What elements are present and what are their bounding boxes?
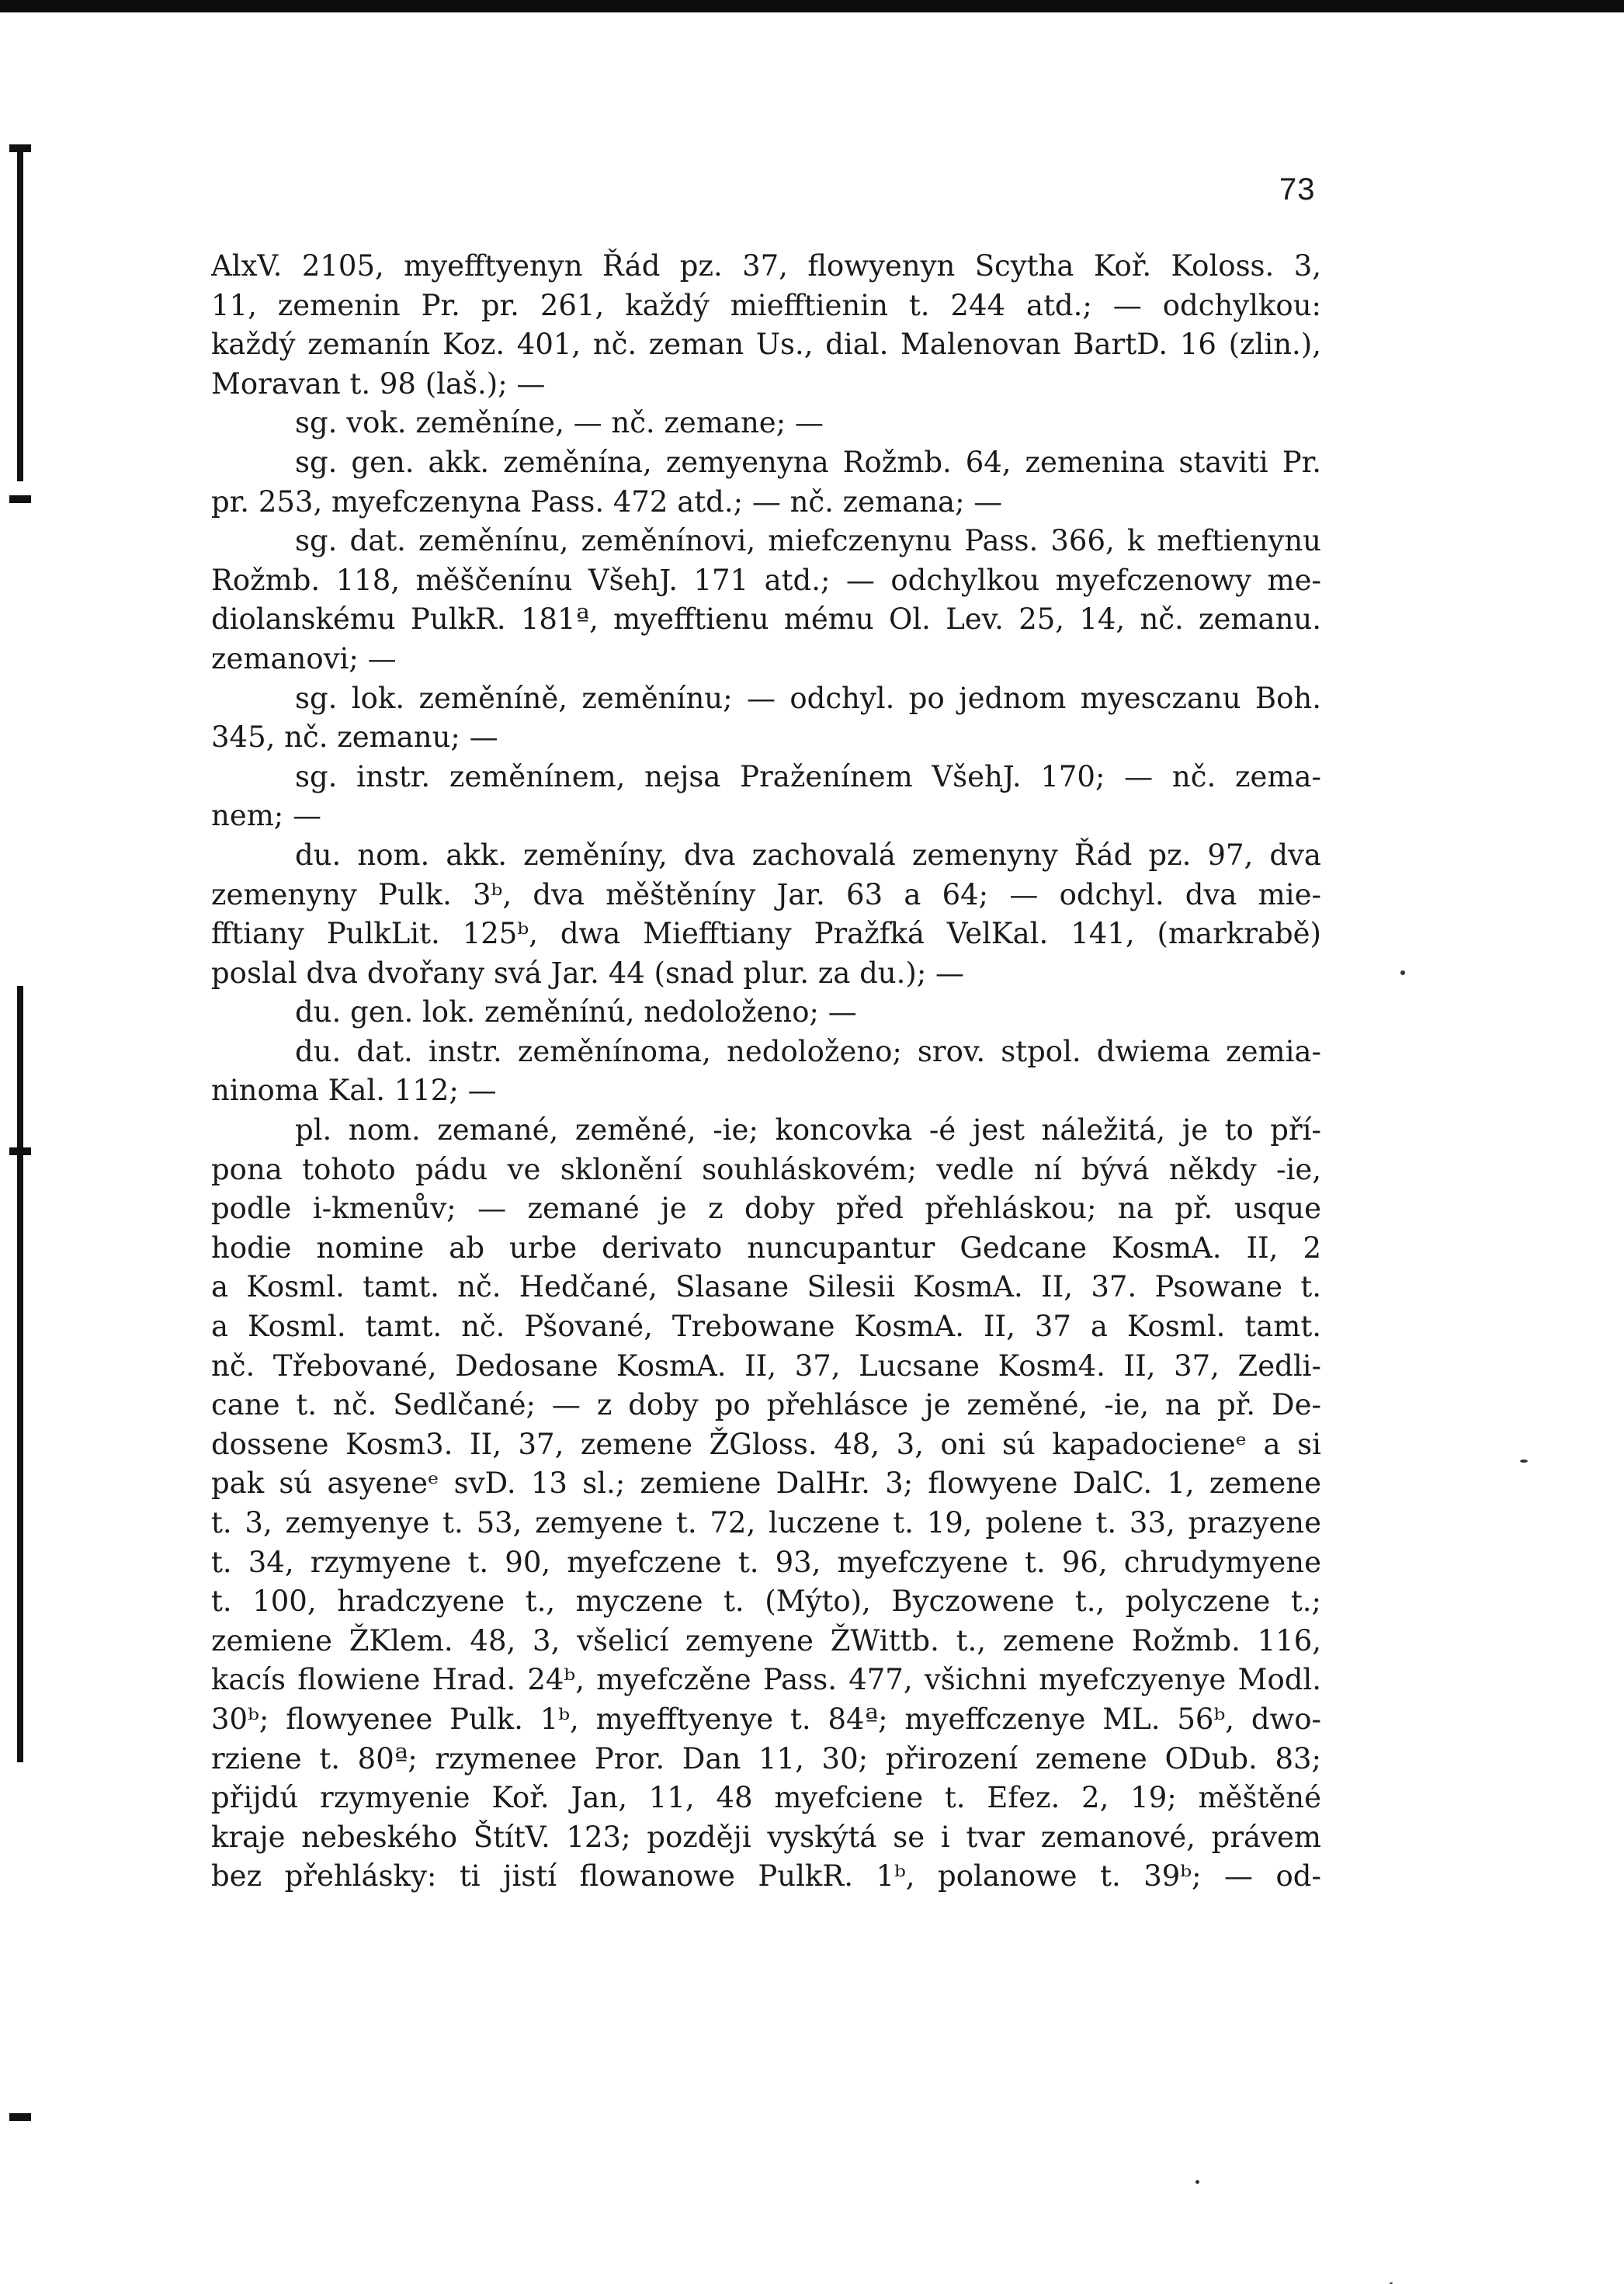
- text-line: každý zemanín Koz. 401, nč. zeman Us., dial. Malenovan BartD. 16 (zlin.),: [211, 328, 1321, 362]
- text-line: sg. vok. zeměníne, — nč. zemane; —: [295, 406, 824, 440]
- text-line: pl. nom. zemané, zeměné, -ie; koncovka -é jest náležitá, je to pří-: [295, 1113, 1321, 1147]
- text-line: sg. instr. zeměnínem, nejsa Praženínem VšehJ. 170; — nč. zema-: [295, 759, 1321, 793]
- text-line: sg. lok. zeměníně, zeměnínu; — odchyl. po jednom myesczanu Boh.: [295, 681, 1321, 715]
- text-line: cane t. nč. Sedlčané; — z doby po přehlásce je zeměné, -ie, na př. De-: [211, 1388, 1321, 1422]
- text-line: hodie nomine ab urbe derivato nuncupantur Gedcane KosmA. II, 2: [211, 1231, 1321, 1265]
- text-line: podle i-kmenův; — zemané je z doby před přehláskou; na př. usque: [211, 1192, 1321, 1226]
- text-line: du. nom. akk. zeměníny, dva zachovalá zemenyny Řád pz. 97, dva: [295, 838, 1321, 872]
- text-line: a Kosml. tamt. nč. Hedčané, Slasane Silesii KosmA. II, 37. Psowane t.: [211, 1270, 1321, 1304]
- text-line: dossene Kosm3. II, 37, zemene ŽGloss. 48, 3, oni sú kapadocieneᵉ a si: [211, 1427, 1321, 1461]
- text-line: AlxV. 2105, myefftyenyn Řád pz. 37, flowyenyn Scytha Koř. Koloss. 3,: [211, 249, 1321, 283]
- scan-speck: [1400, 970, 1405, 975]
- page-number: 73: [1279, 172, 1316, 207]
- text-line: kraje nebeského ŠtítV. 123; později vyskýtá se i tvar zemanové, právem: [211, 1820, 1321, 1854]
- body-text: [211, 247, 1321, 1897]
- text-line: kacís flowiene Hrad. 24ᵇ, myefczěne Pass. 477, všichni myefczyenye Modl.: [211, 1663, 1321, 1697]
- text-line: t. 3, zemyenye t. 53, zemyene t. 72, luczene t. 19, polene t. 33, prazyene: [211, 1506, 1321, 1539]
- text-line: rziene t. 80ª; rzymenee Pror. Dan 11, 30; přirození zemene ODub. 83;: [211, 1741, 1321, 1775]
- binding-mark-4: [9, 2113, 31, 2121]
- text-line: pr. 253, myefczenyna Pass. 472 atd.; — nč. zemana; —: [211, 484, 1003, 519]
- scan-speck: [1520, 1460, 1528, 1463]
- scan-speck: [1195, 2180, 1199, 2184]
- text-line: bez přehlásky: ti jistí flowanowe PulkR. 1ᵇ, polanowe t. 39ᵇ; — od-: [211, 1859, 1321, 1893]
- text-line: nč. Třebované, Dedosane KosmA. II, 37, Lucsane Kosm4. II, 37, Zedli-: [211, 1349, 1321, 1383]
- text-line: a Kosml. tamt. nč. Pšované, Trebowane KosmA. II, 37 a Kosml. tamt.: [211, 1310, 1321, 1344]
- binding-edge-upper: [17, 148, 23, 481]
- text-line: Rožmb. 118, měščenínu VšehJ. 171 atd.; — odchylkou myefczenowy me-: [211, 563, 1321, 597]
- scan-top-border: [0, 0, 1624, 12]
- text-line: fftiany PulkLit. 125ᵇ, dwa Miefftiany Pražfká VelKal. 141, (markrabě): [211, 917, 1321, 951]
- text-line: zemenyny Pulk. 3ᵇ, dva měštěníny Jar. 63 a 64; — odchyl. dva mie-: [211, 877, 1321, 911]
- text-line: sg. dat. zeměnínu, zeměnínovi, miefczenynu Pass. 366, k meftienynu: [295, 524, 1321, 558]
- text-line: poslal dva dvořany svá Jar. 44 (snad plur. za du.); —: [211, 956, 965, 990]
- text-line: sg. gen. akk. zeměnína, zemyenyna Rožmb. 64, zemenina staviti Pr.: [295, 445, 1321, 479]
- text-line: zemiene ŽKlem. 48, 3, všelicí zemyene ŽWittb. t., zemene Rožmb. 116,: [211, 1623, 1321, 1657]
- binding-mark-1: [9, 144, 31, 152]
- binding-edge-lower: [17, 1141, 23, 1762]
- text-line: 30ᵇ; flowyenee Pulk. 1ᵇ, myefftyenye t. 84ª; myeffczenye ML. 56ᵇ, dwo-: [211, 1702, 1321, 1736]
- text-line: Moravan t. 98 (laš.); —: [211, 366, 546, 401]
- text-line: 11, zemenin Pr. pr. 261, každý miefftienin t. 244 atd.; — odchylkou:: [211, 288, 1321, 322]
- text-line: pak sú asyeneᵉ svD. 13 sl.; zemiene DalHr. 3; flowyene DalC. 1, zemene: [211, 1467, 1321, 1501]
- text-line: ninoma Kal. 112; —: [211, 1074, 497, 1108]
- text-line: přijdú rzymyenie Koř. Jan, 11, 48 myefciene t. Efez. 2, 19; měštěné: [211, 1781, 1321, 1815]
- text-line: zemanovi; —: [211, 641, 397, 675]
- text-line: du. dat. instr. zeměnínoma, nedoloženo; srov. stpol. dwiema zemia-: [295, 1034, 1321, 1068]
- text-line: nem; —: [211, 799, 322, 833]
- text-line: t. 100, hradczyene t., myczene t. (Mýto), Byczowene t., polyczene t.;: [211, 1585, 1321, 1619]
- text-line: t. 34, rzymyene t. 90, myefczene t. 93, myefczyene t. 96, chrudymyene: [211, 1545, 1321, 1579]
- binding-mark-3: [9, 1147, 31, 1155]
- text-line: diolanskému PulkR. 181ª, myefftienu mému Ol. Lev. 25, 14, nč. zemanu.: [211, 602, 1321, 637]
- text-line: du. gen. lok. zeměnínú, nedoloženo; —: [295, 995, 857, 1029]
- text-line: 345, nč. zemanu; —: [211, 720, 498, 755]
- binding-mark-2: [9, 495, 31, 503]
- text-line: pona tohoto pádu ve sklonění souhláskovém; vedle ní bývá někdy -ie,: [211, 1152, 1321, 1186]
